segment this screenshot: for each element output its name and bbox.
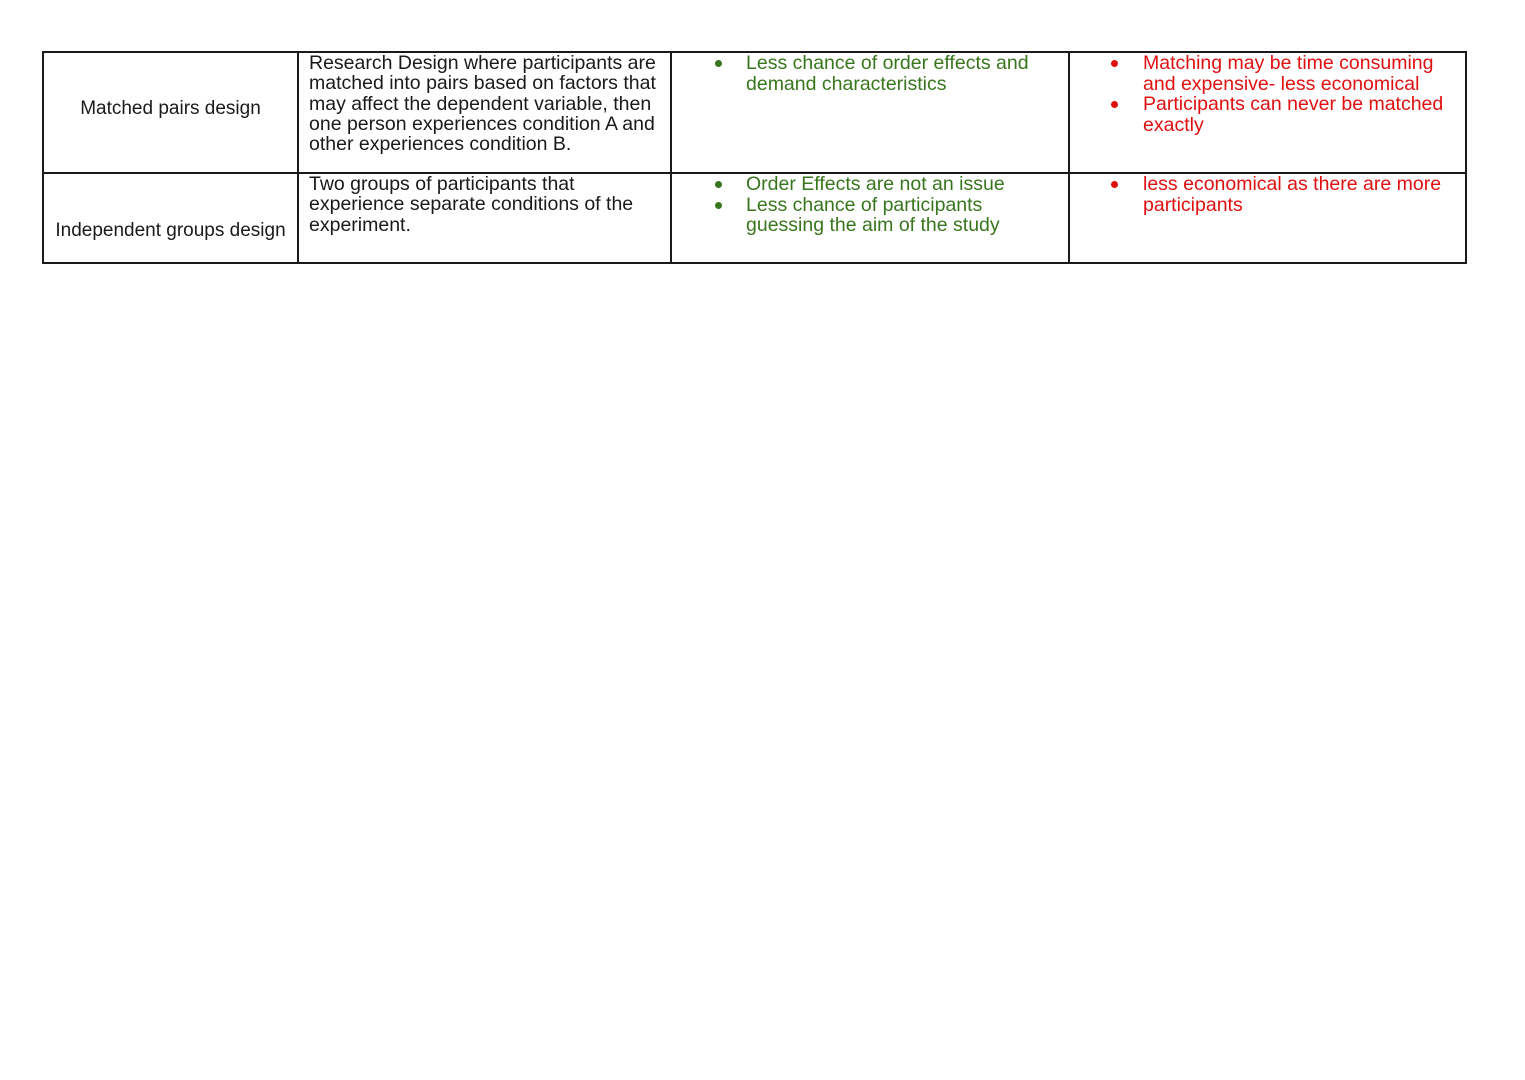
term-label: Matched pairs design: [80, 98, 261, 119]
bullet-dot-icon: [1111, 181, 1118, 188]
definition-cell: [298, 52, 671, 173]
bullet-dot-icon: [1111, 60, 1118, 67]
weakness-item: Participants can never be matched exactly: [1070, 94, 1465, 135]
term-cell: [43, 52, 298, 173]
strengths-cell: [671, 52, 1069, 173]
weaknesses-cell: [1069, 173, 1466, 263]
strengths-list: [672, 53, 1068, 94]
term-label: Independent groups design: [55, 220, 286, 241]
table-row-matched-pairs: [43, 52, 1466, 173]
strength-item: Less chance of order effects and demand characteristics: [672, 53, 1068, 94]
bullet-dot-icon: [1111, 101, 1118, 108]
weaknesses-cell: [1069, 52, 1466, 173]
bullet-dot-icon: [715, 60, 722, 67]
strengths-cell: [671, 173, 1069, 263]
weaknesses-list: [1070, 174, 1465, 215]
strength-item: Order Effects are not an issue: [672, 174, 1068, 195]
definition-cell: [298, 173, 671, 263]
table-row-independent-groups: [43, 173, 1466, 263]
term-cell: [43, 173, 298, 263]
weaknesses-list: [1070, 53, 1465, 135]
strengths-list: [672, 174, 1068, 236]
bullet-dot-icon: [715, 202, 722, 209]
strength-item: Less chance of participants guessing the aim of the study: [672, 195, 1068, 236]
definition-text: Research Design where participants are matched into pairs based on factors that may affect the dependent variable, then one person experiences condition A and other experiences condition B.: [309, 52, 656, 156]
weakness-item: Matching may be time consuming and expensive- less economical: [1070, 53, 1465, 94]
bullet-dot-icon: [715, 181, 722, 188]
weakness-item: less economical as there are more participants: [1070, 174, 1465, 215]
definition-text: Two groups of participants that experience separate conditions of the experiment.: [309, 173, 634, 236]
research-design-table: [42, 51, 1467, 264]
